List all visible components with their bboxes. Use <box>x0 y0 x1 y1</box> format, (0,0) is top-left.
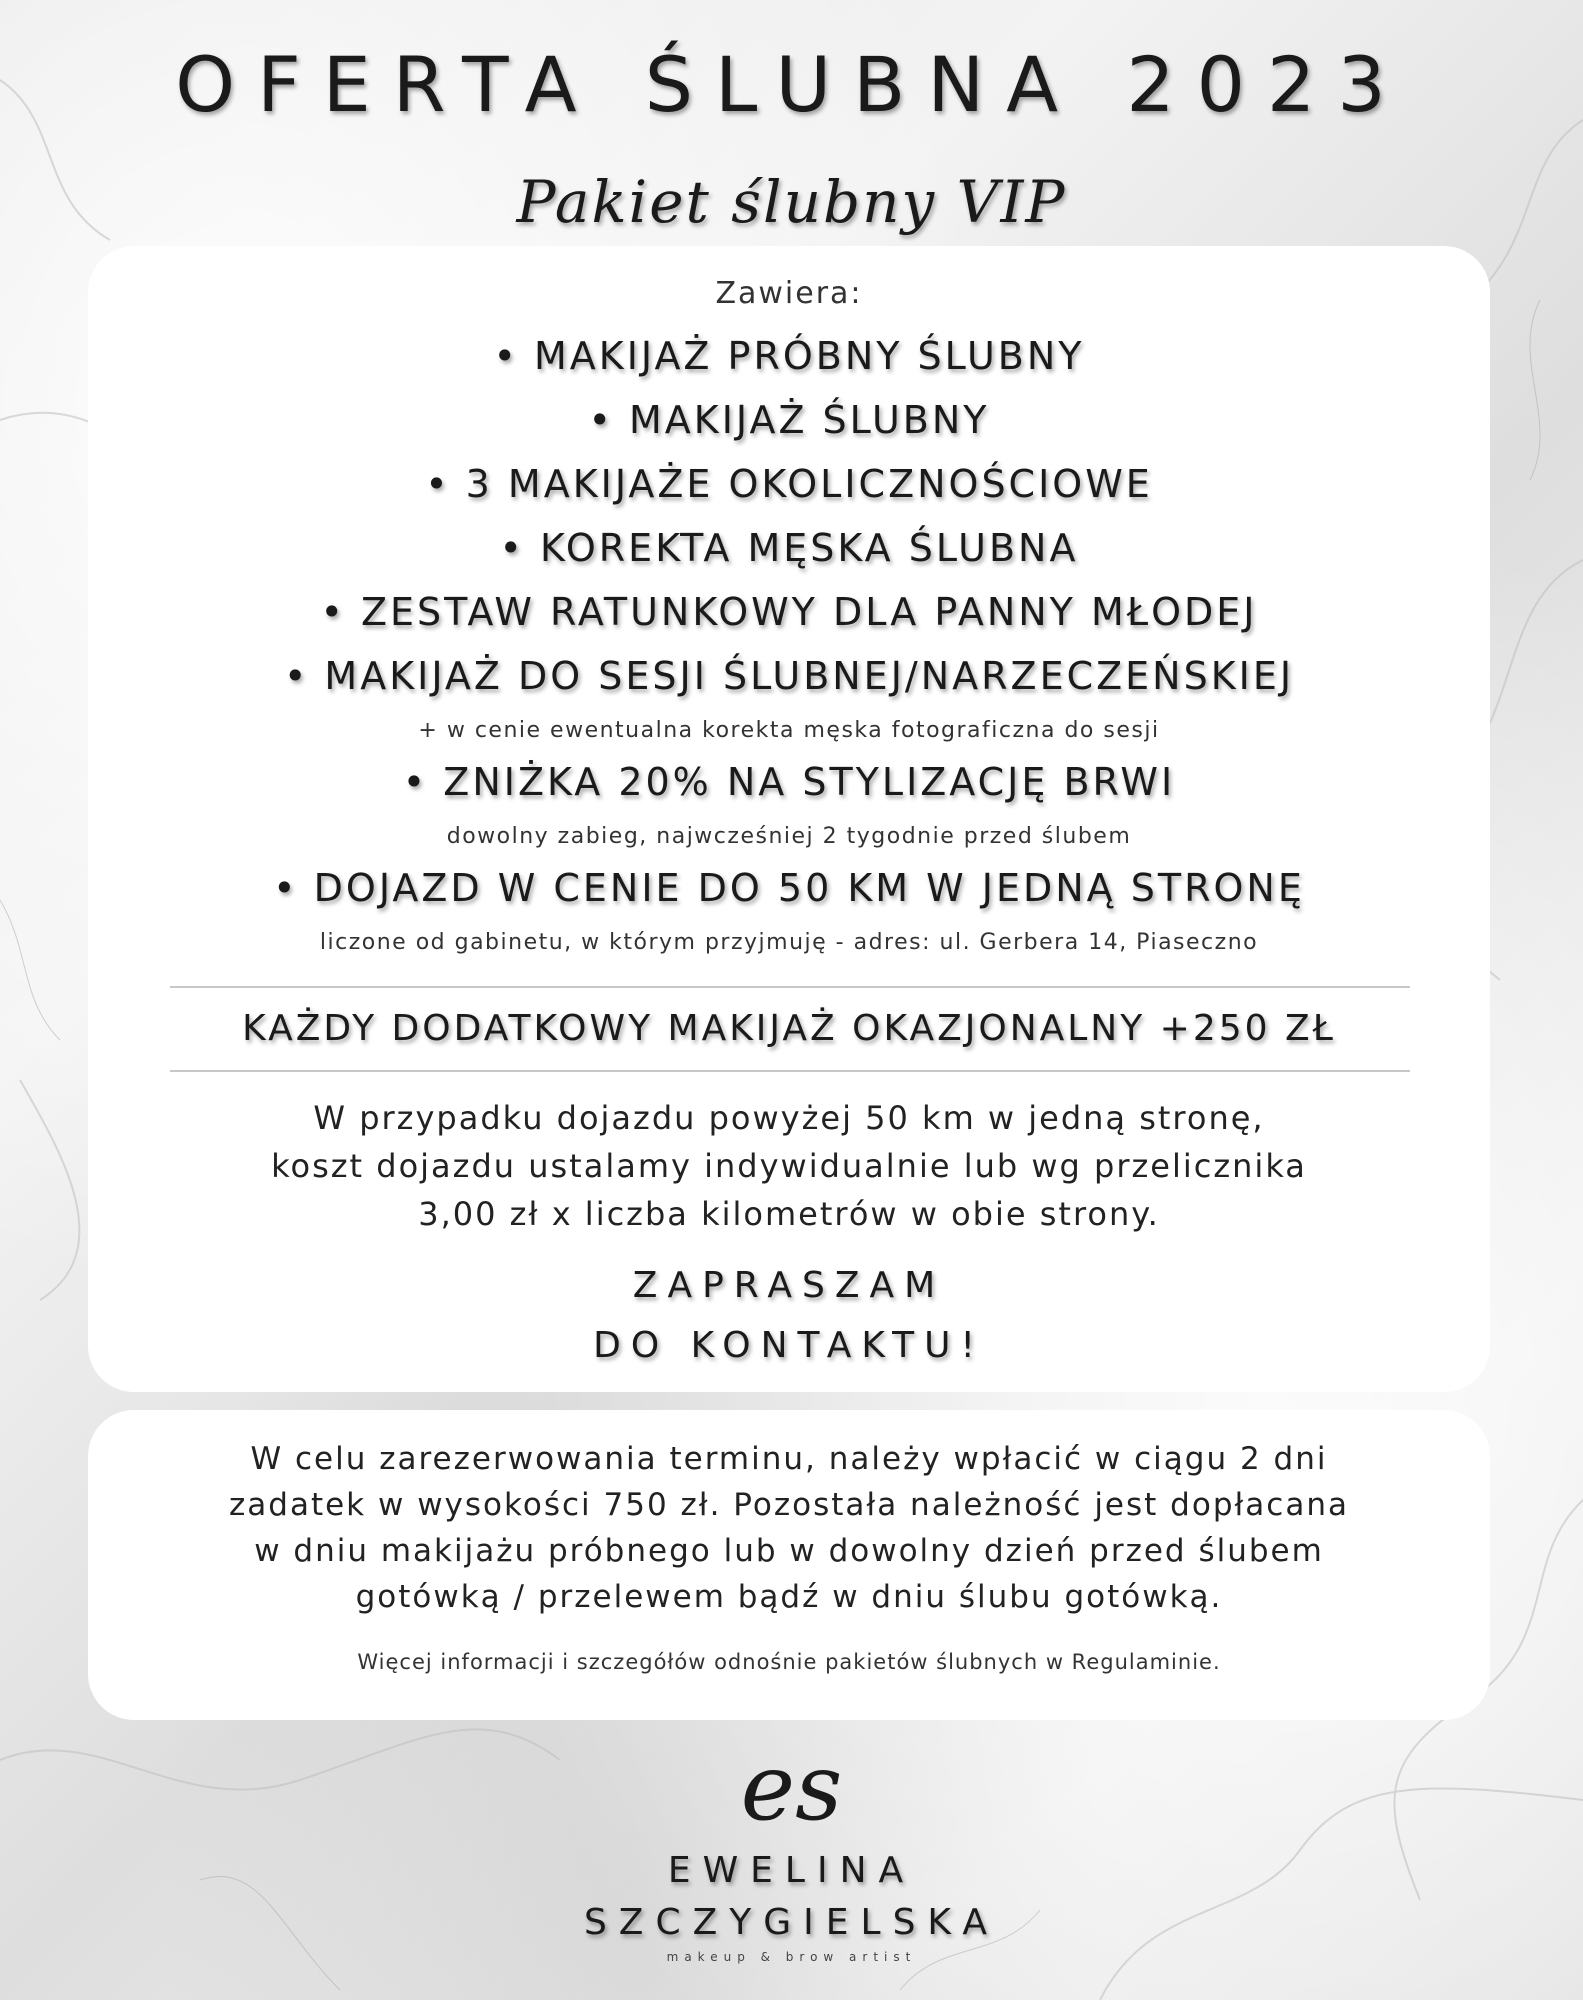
brand-name <box>0 1845 1583 1949</box>
invite-line: DO KONTAKTU! <box>593 1325 985 1366</box>
offer-item: • ZESTAW RATUNKOWY DLA PANNY MŁODEJ <box>320 590 1258 634</box>
travel-note <box>88 1094 1490 1238</box>
offer-note: liczone od gabinetu, w którym przyjmuję - adres: ul. Gerbera 14, Piaseczno <box>319 930 1259 955</box>
page-title: OFERTA ŚLUBNA 2023 <box>175 40 1408 129</box>
invite-line: ZAPRASZAM <box>632 1265 946 1306</box>
travel-line: koszt dojazdu ustalamy indywidualnie lub wg przelicznika <box>271 1147 1307 1185</box>
offer-card <box>88 246 1490 1392</box>
divider <box>170 986 1410 988</box>
contact-invite <box>88 1256 1490 1376</box>
brand-name-line: EWELINA <box>667 1850 916 1891</box>
divider <box>170 1070 1410 1072</box>
brand-name-line: SZCZYGIELSKA <box>583 1902 1000 1943</box>
offer-item: • MAKIJAŻ ŚLUBNY <box>588 398 990 442</box>
extra-makeup-price: KAŻDY DODATKOWY MAKIJAŻ OKAZJONALNY +250 ZŁ <box>242 1008 1336 1049</box>
booking-line: gotówką / przelewem bądź w dniu ślubu gotówką. <box>355 1579 1223 1615</box>
offer-note: + w cenie ewentualna korekta męska fotograficzna do sesji <box>418 718 1160 743</box>
offer-item: • KOREKTA MĘSKA ŚLUBNA <box>499 526 1079 570</box>
offer-item: • 3 MAKIJAŻE OKOLICZNOŚCIOWE <box>425 462 1153 506</box>
offer-item: • DOJAZD W CENIE DO 50 KM W JEDNĄ STRONĘ <box>273 866 1305 910</box>
intro-label: Zawiera: <box>715 276 863 311</box>
offer-note: dowolny zabieg, najwcześniej 2 tygodnie przed ślubem <box>446 824 1132 849</box>
brand-monogram: es <box>740 1734 843 1841</box>
brand-tagline: makeup & brow artist <box>666 1950 917 1964</box>
offer-item: • MAKIJAŻ PRÓBNY ŚLUBNY <box>493 334 1085 378</box>
travel-line: 3,00 zł x liczba kilometrów w obie strony. <box>418 1195 1160 1233</box>
offer-item: • MAKIJAŻ DO SESJI ŚLUBNEJ/NARZECZEŃSKIEJ <box>283 654 1295 698</box>
booking-line: w dniu makijażu próbnego lub w dowolny dzień przed ślubem <box>254 1533 1324 1569</box>
booking-line: W celu zarezerwowania terminu, należy wpłacić w ciągu 2 dni <box>250 1441 1328 1477</box>
package-name: Pakiet ślubny VIP <box>516 168 1067 236</box>
booking-terms <box>88 1436 1490 1620</box>
booking-line: zadatek w wysokości 750 zł. Pozostała należność jest dopłacana <box>229 1487 1349 1523</box>
travel-line: W przypadku dojazdu powyżej 50 km w jedną stronę, <box>313 1099 1265 1137</box>
offer-item: • ZNIŻKA 20% NA STYLIZACJĘ BRWI <box>402 760 1176 804</box>
booking-card <box>88 1410 1490 1720</box>
more-info: Więcej informacji i szczegółów odnośnie pakietów ślubnych w Regulaminie. <box>357 1650 1221 1674</box>
